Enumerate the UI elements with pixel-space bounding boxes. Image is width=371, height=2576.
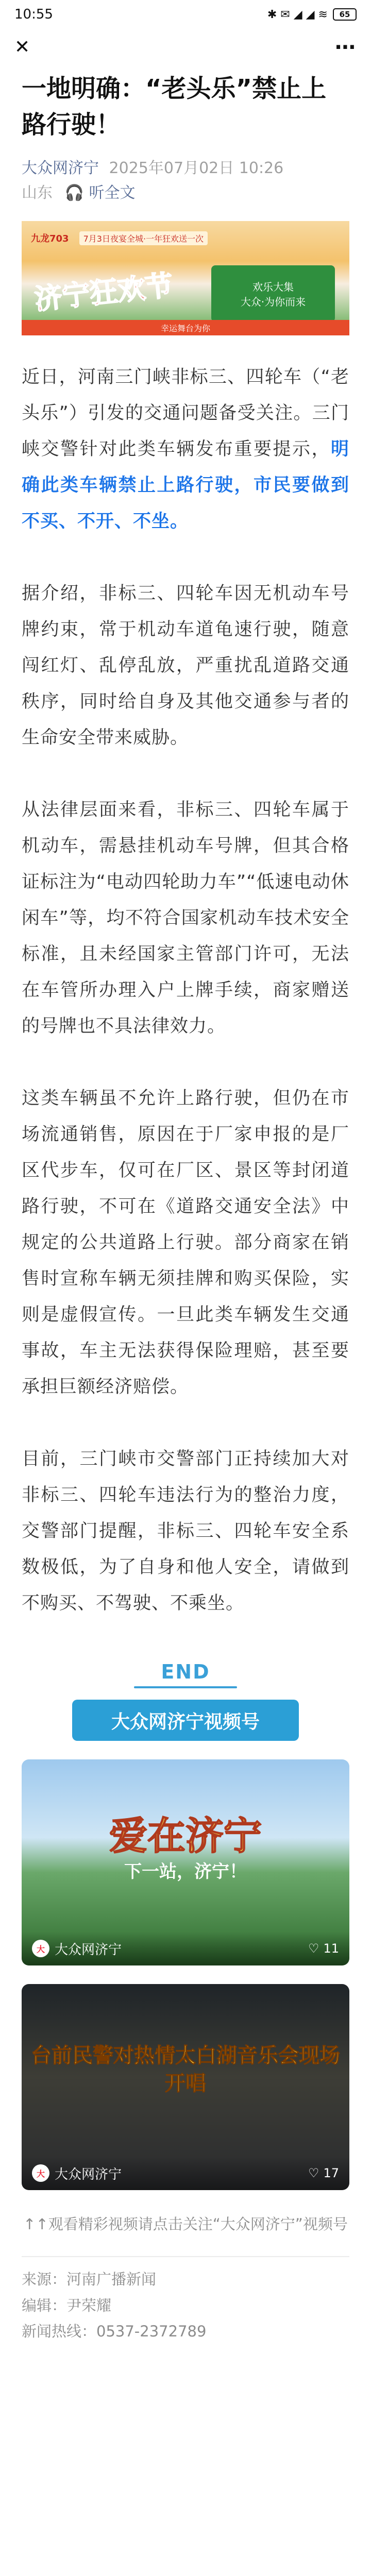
editor-line: 编辑：尹荣耀 [22, 2296, 112, 2314]
banner-sub: 7月3日夜宴全城·一年狂欢送一次 [79, 231, 208, 245]
video-card-1-footer [22, 1931, 349, 1965]
source-block [22, 2256, 349, 2345]
video-card-1-account-name: 大众网济宁 [55, 1942, 122, 1958]
paragraph-2: 据介绍，非标三、四轮车因无机动车号牌约束，常于机动车道龟速行驶，随意闯红灯、乱停乱放，严重扰乱道路交通秩序，同时给自身及其他交通参与者的生命安全带来威胁。 [22, 583, 349, 749]
paragraph-3: 从法律层面来看，非标三、四轮车属于机动车，需悬挂机动车号牌，但其合格证标注为“电动四轮助力车”“低速电动休闲车”等，均不符合国家机动车技术安全标准，且未经国家主管部门许可，无法在车管所办理入户上牌手续，商家赠送的号牌也不具法律效力。 [22, 800, 349, 1037]
video-card-1-likes-count: 11 [323, 1941, 339, 1956]
listen-button[interactable] [65, 184, 136, 202]
avatar: 大 [32, 2164, 49, 2182]
video-card-2[interactable] [22, 1984, 349, 2190]
like-icon: ♡ [308, 1941, 319, 1956]
end-divider [134, 1686, 237, 1688]
avatar: 大 [32, 1940, 49, 1957]
follow-tip: ↑↑观看精彩视频请点击关注“大众网济宁”视频号 [23, 2215, 348, 2233]
headphones-icon: 🎧 [64, 184, 84, 202]
banner-top [22, 221, 349, 255]
ad-banner[interactable] [22, 221, 349, 335]
video-card-2-likes-count: 17 [323, 2166, 339, 2181]
status-time: 10:55 [14, 7, 53, 22]
publish-date: 2025年07月02日 10:26 [109, 159, 284, 178]
article-meta [22, 156, 349, 206]
source-line: 来源：河南广播新闻 [22, 2270, 157, 2288]
battery-icon: 65 [333, 8, 357, 21]
article-title: 一地明确：“老头乐”禁止上路行驶！ [22, 74, 327, 139]
paragraph-1 [22, 359, 349, 539]
close-icon[interactable]: ✕ [14, 37, 30, 58]
video-card-2-likes[interactable] [308, 2166, 339, 2180]
signal-icons: ✱ ✉ ◢ ◢ ≋ [267, 8, 328, 21]
video-card-2-account[interactable] [32, 2164, 122, 2183]
video-card-1[interactable] [22, 1759, 349, 1965]
location: 山东 [22, 184, 53, 202]
banner-panel [211, 265, 335, 322]
end-section [22, 1660, 349, 1741]
paragraph-5: 目前，三门峡市交警部门正持续加大对非标三、四轮车违法行为的整治力度，交警部门提醒，非标三、四轮车安全系数极低，为了自身和他人安全，请做到不购买、不驾驶、不乘坐。 [22, 1449, 349, 1614]
banner-panel-line2: 大众·为你而来 [240, 296, 306, 309]
video-card-2-account-name: 大众网济宁 [55, 2166, 122, 2182]
paragraph-1-text: 近日，河南三门峡非标三、四轮车（“老头乐”）引发的交通问题备受关注。三门峡交警针对此类车辆发布重要提示， [22, 367, 349, 460]
banner-strip: 幸运舞台为你 [22, 320, 349, 335]
paragraph-4: 这类车辆虽不允许上路行驶，但仍在市场流通销售，原因在于厂家申报的是厂区代步车，仅可在厂区、景区等封闭道路行驶，不可在《道路交通安全法》中规定的公共道路上行驶。部分商家在销售时宣称车辆无须挂牌和购买保险，实则是虚假宣传。一旦此类车辆发生交通事故，车主无法获得保险理赔，甚至要承担巨额经济赔偿。 [22, 1088, 349, 1398]
listen-label: 听全文 [89, 184, 136, 202]
video-channel-banner[interactable]: 大众网济宁视频号 [72, 1700, 299, 1741]
account-link[interactable]: 大众网济宁 [22, 159, 99, 178]
hotline-line: 新闻热线：0537-2372789 [22, 2323, 207, 2341]
video-card-1-title: 爱在济宁 [109, 1814, 262, 1859]
video-card-2-footer [22, 2156, 349, 2190]
video-card-1-likes[interactable] [308, 1941, 339, 1956]
article [0, 71, 371, 2345]
video-card-2-title: 台前民警对热情太白湖音乐会现场开唱 [31, 2044, 340, 2096]
banner-brand: 九龙703 [31, 233, 69, 245]
more-icon[interactable]: ⋯ [335, 36, 357, 59]
status-icons [267, 8, 357, 21]
nav-bar [0, 29, 371, 66]
video-card-1-subtitle: 下一站，济宁！ [124, 1861, 247, 1883]
like-icon: ♡ [308, 2166, 319, 2181]
paragraph-1-highlight: 明确此类车辆禁止上路行驶，市民要做到不买、不开、不坐。 [22, 439, 349, 532]
banner-panel-line1: 欢乐大集 [252, 281, 294, 294]
status-bar [0, 0, 371, 29]
end-label: END [161, 1660, 210, 1684]
banner-headline: 济宁狂欢节 [32, 269, 175, 316]
video-card-1-account[interactable] [32, 1939, 122, 1958]
